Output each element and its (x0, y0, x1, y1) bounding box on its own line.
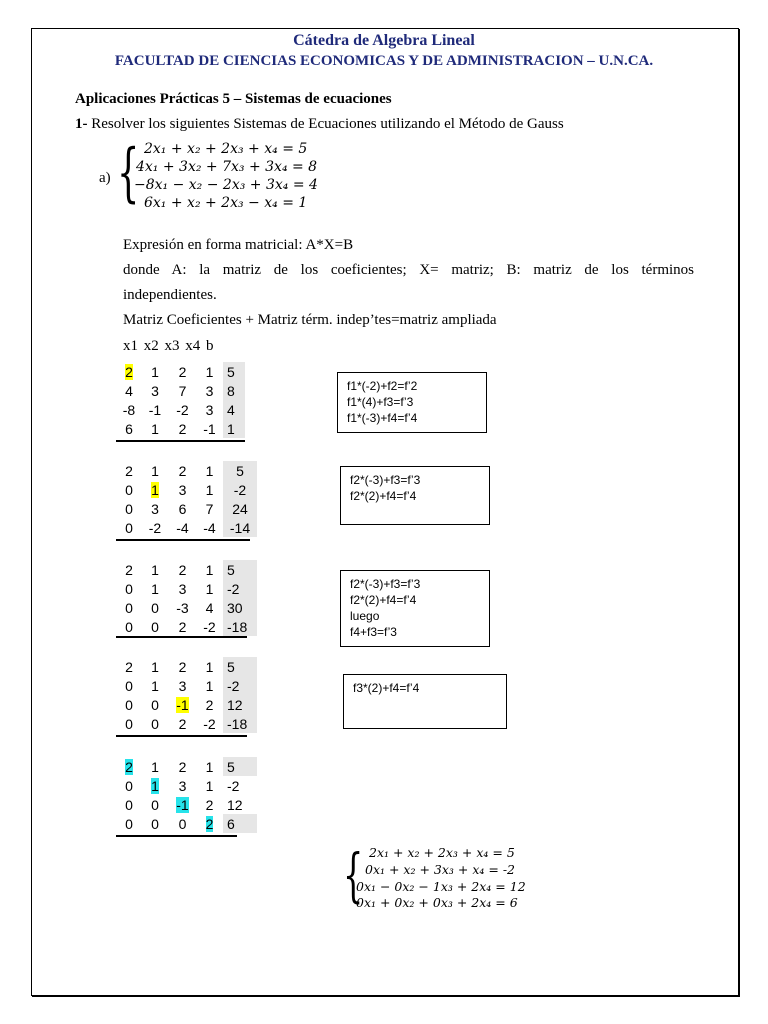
row-operation: f1*(4)+f3=f’3 (347, 395, 414, 409)
matrix-cell: 2 (178, 462, 187, 479)
matrix-cell: 2 (178, 561, 187, 578)
matrix-cell: 2 (178, 363, 187, 380)
matrix-underline (116, 539, 250, 541)
matrix-step-4 (117, 657, 257, 733)
matrix-cell: 1 (205, 658, 214, 675)
matrix-cell: 3 (178, 580, 187, 597)
row-operation: f1*(-3)+f4=f’4 (347, 411, 418, 425)
matrix-cell: 1 (151, 580, 159, 597)
matrix-row (117, 676, 257, 695)
matrix-cell: 1 (151, 658, 159, 675)
matrix-cell: 2 (178, 715, 187, 732)
matrix-cell-b: 6 (223, 814, 257, 833)
matrix-cell: 3 (205, 401, 214, 418)
matrix-cell: 3 (178, 481, 187, 498)
matrix-cell: -1 (148, 401, 162, 418)
matrix-cell-b: -2 (223, 676, 257, 695)
matrix-cell-b: -2 (223, 579, 257, 598)
matrix-cell: 1 (151, 561, 159, 578)
pivot-highlight: 2 (205, 815, 214, 832)
row-operation: f2*(2)+f4=f’4 (350, 489, 417, 503)
matrix-row (117, 776, 257, 795)
matrix-step-1 (117, 362, 245, 438)
matrix-cell: 4 (125, 382, 133, 399)
matrix-cell: 3 (151, 382, 159, 399)
left-brace: { (117, 136, 140, 210)
matrix-cell: 3 (178, 677, 187, 694)
matrix-cell: -4 (176, 519, 189, 536)
matrix-row (117, 714, 257, 733)
matrix-row (117, 480, 257, 499)
operations-box-3 (340, 570, 490, 647)
matrix-cell: 6 (178, 500, 187, 517)
matrix-cell: 0 (125, 777, 133, 794)
row-operation: f2*(2)+f4=f’4 (350, 593, 417, 607)
matrix-cell: 0 (125, 815, 133, 832)
matrix-cell: 1 (205, 561, 214, 578)
matrix-cell: 0 (151, 618, 159, 635)
matrix-cell: 1 (205, 677, 214, 694)
matrix-cell: 1 (151, 677, 159, 694)
matrix-underline (116, 440, 245, 442)
matrix-underline (116, 835, 237, 837)
matrix-cell-b: 30 (223, 598, 257, 617)
matrix-cell-b: 12 (223, 695, 257, 714)
column-headers: x1 x2 x3 x4 b (123, 338, 214, 354)
matrix-cell: 0 (125, 481, 133, 498)
matrix-cell: 1 (151, 758, 159, 775)
matrix-step-5 (117, 757, 257, 833)
matrix-cell: 0 (151, 599, 159, 616)
matrix-cell: -1 (203, 420, 216, 437)
faculty-title: FACULTAD DE CIENCIAS ECONOMICAS Y DE ADMINISTRACION – U.N.CA. (114, 53, 654, 69)
row-operation: f1*(-2)+f2=f’2 (347, 379, 418, 393)
exercise-text: Resolver los siguientes Sistemas de Ecuaciones utilizando el Método de Gauss (87, 116, 564, 132)
operations-box-1 (337, 372, 487, 433)
matrix-cell: 3 (205, 382, 214, 399)
matrix-cell-b: 5 (223, 757, 257, 776)
matrix-cell: 2 (178, 618, 187, 635)
equation-row: 0x₁ + x₂ + 3x₃ + x₄ = -2 (365, 862, 516, 877)
final-equation-system (343, 843, 553, 913)
matrix-cell: 1 (205, 462, 214, 479)
matrix-row (117, 419, 245, 438)
equation-row: 4x₁ + 3x₂ + 7x₃ + 3x₄ = 8 (136, 159, 318, 175)
matrix-cell: -4 (203, 519, 216, 536)
matrix-cell: 3 (178, 777, 187, 794)
matrix-cell-b: 24 (223, 499, 257, 518)
where-text: donde A: la matriz de los coeficientes; X= matriz; B: matriz de los términos (123, 262, 694, 278)
item-label: a) (99, 170, 111, 186)
matrix-cell: 0 (178, 815, 187, 832)
equation-row: 0x₁ − 0x₂ − 1x₃ + 2x₄ = 12 (356, 879, 526, 894)
equation-row: 2x₁ + x₂ + 2x₃ + x₄ = 5 (369, 845, 515, 860)
matrix-cell: 1 (205, 758, 214, 775)
matrix-form-text: Expresión en forma matricial: A*X=B (123, 237, 354, 253)
matrix-cell: 0 (125, 580, 133, 597)
matrix-row (117, 657, 257, 676)
matrix-cell: 2 (178, 420, 187, 437)
matrix-cell-b: 12 (227, 796, 243, 813)
equation-system (117, 136, 337, 215)
matrix-underline (116, 735, 247, 737)
pivot-highlight: 1 (151, 777, 159, 794)
exercise-statement (75, 116, 564, 133)
matrix-cell: 0 (125, 796, 133, 813)
matrix-cell: 0 (151, 815, 159, 832)
matrix-cell: 1 (205, 363, 214, 380)
matrix-cell: 1 (205, 481, 214, 498)
matrix-cell: 1 (151, 462, 159, 479)
matrix-cell: 0 (125, 500, 133, 517)
matrix-cell: 2 (178, 658, 187, 675)
matrix-cell: 1 (205, 580, 214, 597)
matrix-step-3 (117, 560, 257, 636)
matrix-step-2 (117, 461, 257, 537)
matrix-cell: 2 (205, 796, 214, 813)
matrix-cell: 3 (151, 500, 159, 517)
matrix-underline (116, 636, 247, 638)
matrix-cell: 1 (151, 420, 159, 437)
matrix-cell-b: -2 (223, 480, 257, 499)
matrix-cell: 1 (151, 363, 159, 380)
operations-box-4 (343, 674, 507, 729)
matrix-row (117, 598, 257, 617)
matrix-cell-b: 8 (223, 381, 245, 400)
matrix-cell: 0 (151, 715, 159, 732)
pivot-highlight: 2 (125, 363, 133, 380)
matrix-cell: 2 (125, 561, 133, 578)
matrix-row (117, 695, 257, 714)
matrix-row (117, 560, 257, 579)
matrix-cell: -3 (176, 599, 189, 616)
matrix-cell: 0 (125, 715, 133, 732)
equation-row: 6x₁ + x₂ + 2x₃ − x₄ = 1 (144, 195, 308, 211)
matrix-cell: -2 (203, 715, 216, 732)
matrix-cell: 1 (205, 777, 214, 794)
matrix-cell: 2 (178, 758, 187, 775)
matrix-cell: 0 (125, 696, 133, 713)
matrix-cell: 0 (151, 796, 159, 813)
matrix-row (117, 362, 245, 381)
matrix-row (117, 757, 257, 776)
row-operation: luego (350, 609, 380, 623)
matrix-cell-b: 4 (223, 400, 245, 419)
row-operation: f2*(-3)+f3=f’3 (350, 577, 421, 591)
row-operation: f4+f3=f’3 (350, 625, 397, 639)
matrix-row (117, 381, 245, 400)
matrix-cell: 7 (178, 382, 187, 399)
matrix-cell: -2 (203, 618, 216, 635)
matrix-row (117, 400, 245, 419)
matrix-cell-b: -14 (223, 518, 257, 537)
matrix-cell: 0 (125, 599, 133, 616)
matrix-cell-b: -18 (223, 617, 257, 636)
matrix-cell-b: 5 (223, 560, 257, 579)
equation-row: −8x₁ − x₂ − 2x₃ + 3x₄ = 4 (134, 177, 318, 193)
pivot-highlight: 1 (151, 481, 159, 498)
course-title: Cátedra de Algebra Lineal (293, 32, 475, 49)
matrix-cell-b: -2 (227, 777, 240, 794)
exercise-number: 1- (75, 116, 88, 132)
where-text-continued: independientes. (123, 287, 217, 303)
pivot-highlight: 2 (125, 758, 133, 775)
matrix-cell: 7 (205, 500, 214, 517)
matrix-row (117, 795, 257, 814)
augmented-matrix-text: Matriz Coeficientes + Matriz térm. indep’tes=matriz ampliada (123, 312, 497, 328)
matrix-cell-b: 1 (223, 419, 245, 438)
matrix-cell: -2 (176, 401, 189, 418)
matrix-cell: 0 (125, 519, 133, 536)
matrix-cell: 2 (125, 658, 133, 675)
row-operation: f3*(2)+f4=f’4 (353, 681, 420, 695)
matrix-cell: 2 (205, 696, 214, 713)
section-title: Aplicaciones Prácticas 5 – Sistemas de ecuaciones (75, 91, 392, 107)
matrix-cell: 2 (125, 462, 133, 479)
matrix-cell: 4 (205, 599, 214, 616)
matrix-cell: 6 (125, 420, 133, 437)
matrix-row (117, 814, 257, 833)
matrix-cell-b: -18 (223, 714, 257, 733)
matrix-cell-b: 5 (223, 461, 257, 480)
matrix-row (117, 518, 257, 537)
pivot-highlight: -1 (176, 796, 189, 813)
matrix-row (117, 461, 257, 480)
matrix-cell: -2 (148, 519, 162, 536)
matrix-cell: -8 (122, 401, 136, 418)
matrix-cell-b: 5 (223, 657, 257, 676)
matrix-cell: 0 (125, 618, 133, 635)
matrix-row (117, 499, 257, 518)
equation-row: 0x₁ + 0x₂ + 0x₃ + 2x₄ = 6 (356, 895, 518, 910)
matrix-cell: 0 (125, 677, 133, 694)
left-brace: { (343, 841, 364, 909)
operations-box-2 (340, 466, 490, 525)
matrix-row (117, 617, 257, 636)
row-operation: f2*(-3)+f3=f’3 (350, 473, 421, 487)
pivot-highlight: -1 (176, 696, 189, 713)
matrix-cell: 0 (151, 696, 159, 713)
equation-row: 2x₁ + x₂ + 2x₃ + x₄ = 5 (144, 141, 308, 157)
matrix-row (117, 579, 257, 598)
matrix-cell-b: 5 (223, 362, 245, 381)
